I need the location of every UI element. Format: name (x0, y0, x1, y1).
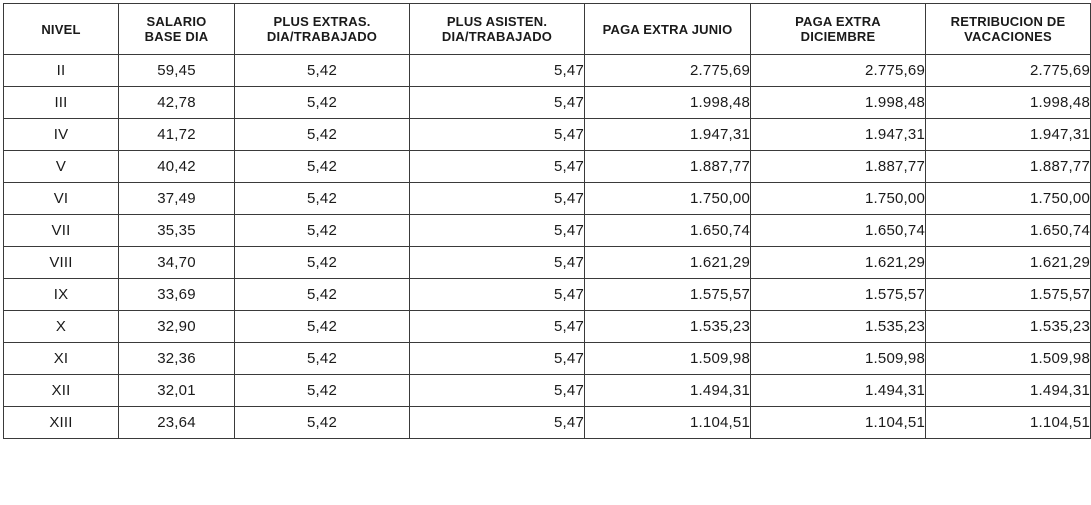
table-row (4, 87, 1091, 119)
cell-paga-extra-diciembre: 2.775,69 (751, 55, 926, 87)
cell-plus-asistencia: 5,47 (410, 375, 585, 407)
cell-nivel: VII (4, 215, 119, 247)
cell-paga-extra-junio: 1.750,00 (585, 183, 751, 215)
cell-paga-extra-diciembre: 1.750,00 (751, 183, 926, 215)
cell-salario-base-dia: 59,45 (119, 55, 235, 87)
cell-paga-extra-diciembre: 1.509,98 (751, 343, 926, 375)
cell-plus-asistencia: 5,47 (410, 343, 585, 375)
cell-plus-asistencia: 5,47 (410, 151, 585, 183)
cell-plus-asistencia: 5,47 (410, 311, 585, 343)
table-row (4, 119, 1091, 151)
cell-plus-asistencia: 5,47 (410, 279, 585, 311)
cell-retribucion-vacaciones: 1.998,48 (926, 87, 1091, 119)
cell-plus-asistencia: 5,47 (410, 119, 585, 151)
cell-plus-extras: 5,42 (235, 87, 410, 119)
cell-paga-extra-diciembre: 1.887,77 (751, 151, 926, 183)
cell-salario-base-dia: 37,49 (119, 183, 235, 215)
cell-salario-base-dia: 23,64 (119, 407, 235, 439)
header-paga-extra-junio: PAGA EXTRA JUNIO (585, 4, 751, 55)
header-nivel: NIVEL (4, 4, 119, 55)
cell-plus-extras: 5,42 (235, 279, 410, 311)
cell-paga-extra-diciembre: 1.947,31 (751, 119, 926, 151)
cell-retribucion-vacaciones: 2.775,69 (926, 55, 1091, 87)
cell-plus-extras: 5,42 (235, 151, 410, 183)
cell-nivel: XIII (4, 407, 119, 439)
cell-retribucion-vacaciones: 1.887,77 (926, 151, 1091, 183)
cell-paga-extra-junio: 1.535,23 (585, 311, 751, 343)
table-row (4, 407, 1091, 439)
cell-nivel: VI (4, 183, 119, 215)
cell-nivel: VIII (4, 247, 119, 279)
salary-table (3, 3, 1091, 439)
header-row (4, 4, 1091, 55)
cell-nivel: IX (4, 279, 119, 311)
cell-plus-extras: 5,42 (235, 311, 410, 343)
cell-salario-base-dia: 41,72 (119, 119, 235, 151)
table-row (4, 151, 1091, 183)
header-paga-extra-diciembre: PAGA EXTRA DICIEMBRE (751, 4, 926, 55)
cell-nivel: XII (4, 375, 119, 407)
cell-paga-extra-diciembre: 1.494,31 (751, 375, 926, 407)
cell-retribucion-vacaciones: 1.104,51 (926, 407, 1091, 439)
cell-plus-asistencia: 5,47 (410, 87, 585, 119)
cell-paga-extra-diciembre: 1.998,48 (751, 87, 926, 119)
header-retribucion-vacaciones: RETRIBUCION DE VACACIONES (926, 4, 1091, 55)
cell-retribucion-vacaciones: 1.535,23 (926, 311, 1091, 343)
cell-retribucion-vacaciones: 1.575,57 (926, 279, 1091, 311)
cell-paga-extra-diciembre: 1.104,51 (751, 407, 926, 439)
cell-nivel: V (4, 151, 119, 183)
table-row (4, 55, 1091, 87)
cell-retribucion-vacaciones: 1.750,00 (926, 183, 1091, 215)
table-row (4, 183, 1091, 215)
cell-paga-extra-junio: 1.887,77 (585, 151, 751, 183)
cell-salario-base-dia: 34,70 (119, 247, 235, 279)
cell-plus-extras: 5,42 (235, 215, 410, 247)
cell-plus-asistencia: 5,47 (410, 407, 585, 439)
table-row (4, 247, 1091, 279)
cell-paga-extra-junio: 1.998,48 (585, 87, 751, 119)
cell-salario-base-dia: 35,35 (119, 215, 235, 247)
cell-nivel: XI (4, 343, 119, 375)
cell-retribucion-vacaciones: 1.621,29 (926, 247, 1091, 279)
cell-plus-extras: 5,42 (235, 119, 410, 151)
table-row (4, 375, 1091, 407)
cell-nivel: IV (4, 119, 119, 151)
cell-paga-extra-diciembre: 1.621,29 (751, 247, 926, 279)
cell-plus-extras: 5,42 (235, 247, 410, 279)
cell-plus-extras: 5,42 (235, 55, 410, 87)
header-plus-asistencia: PLUS ASISTEN. DIA/TRABAJADO (410, 4, 585, 55)
cell-plus-extras: 5,42 (235, 407, 410, 439)
cell-paga-extra-junio: 1.650,74 (585, 215, 751, 247)
cell-paga-extra-junio: 1.509,98 (585, 343, 751, 375)
cell-plus-asistencia: 5,47 (410, 215, 585, 247)
cell-paga-extra-junio: 1.104,51 (585, 407, 751, 439)
cell-plus-asistencia: 5,47 (410, 55, 585, 87)
cell-paga-extra-junio: 1.494,31 (585, 375, 751, 407)
cell-plus-asistencia: 5,47 (410, 247, 585, 279)
cell-paga-extra-diciembre: 1.575,57 (751, 279, 926, 311)
cell-retribucion-vacaciones: 1.494,31 (926, 375, 1091, 407)
cell-plus-extras: 5,42 (235, 183, 410, 215)
cell-salario-base-dia: 40,42 (119, 151, 235, 183)
table-row (4, 279, 1091, 311)
cell-salario-base-dia: 32,36 (119, 343, 235, 375)
table-row (4, 215, 1091, 247)
cell-nivel: III (4, 87, 119, 119)
table-body (4, 55, 1091, 439)
cell-plus-extras: 5,42 (235, 343, 410, 375)
header-salario-base-dia: SALARIO BASE DIA (119, 4, 235, 55)
cell-salario-base-dia: 32,90 (119, 311, 235, 343)
cell-salario-base-dia: 33,69 (119, 279, 235, 311)
table-row (4, 311, 1091, 343)
table-row (4, 343, 1091, 375)
header-plus-extras: PLUS EXTRAS. DIA/TRABAJADO (235, 4, 410, 55)
cell-retribucion-vacaciones: 1.947,31 (926, 119, 1091, 151)
cell-paga-extra-junio: 2.775,69 (585, 55, 751, 87)
cell-paga-extra-junio: 1.575,57 (585, 279, 751, 311)
cell-nivel: X (4, 311, 119, 343)
cell-plus-asistencia: 5,47 (410, 183, 585, 215)
cell-paga-extra-junio: 1.621,29 (585, 247, 751, 279)
cell-retribucion-vacaciones: 1.650,74 (926, 215, 1091, 247)
cell-retribucion-vacaciones: 1.509,98 (926, 343, 1091, 375)
table-header (4, 4, 1091, 55)
cell-salario-base-dia: 32,01 (119, 375, 235, 407)
cell-paga-extra-diciembre: 1.650,74 (751, 215, 926, 247)
cell-nivel: II (4, 55, 119, 87)
cell-paga-extra-junio: 1.947,31 (585, 119, 751, 151)
cell-paga-extra-diciembre: 1.535,23 (751, 311, 926, 343)
cell-plus-extras: 5,42 (235, 375, 410, 407)
cell-salario-base-dia: 42,78 (119, 87, 235, 119)
